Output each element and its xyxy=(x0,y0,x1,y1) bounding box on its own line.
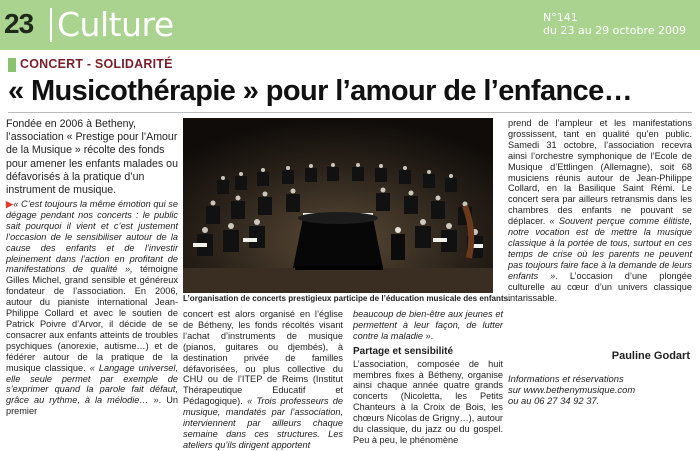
body-text-tail: . Un premier xyxy=(6,395,178,417)
title-rule xyxy=(8,112,692,113)
header-divider xyxy=(50,8,52,42)
article-kicker: CONCERT - SOLIDARITÉ xyxy=(20,57,173,71)
issue-number: N°141 xyxy=(543,11,578,24)
section-title: Culture xyxy=(57,5,174,44)
quote-bien-etre: beaucoup de bien-être aux jeunes et permettent à leur façon, de lutter contre la maladie » xyxy=(353,309,503,341)
article-lead: Fondée en 2006 à Betheny, l’association « Prestige pour l’Amour de la Musique » récolte des fonds pour amener les enfants malades ou défavorisés à la pratique d’un instrument de musique. xyxy=(6,118,178,197)
booking-phone: ou au 06 27 34 92 37. xyxy=(508,395,600,406)
body-text: concert est alors organisé en l’église de Bétheny, les fonds récoltés visant l’achat d’instruments de musique (pianos, guitares ou djembés), à destination privée de familles défavorisées, ou plus collective du CHU ou de l’ITEP de Reims (Institut Thérapeutique Educatif et Pédagogique). xyxy=(183,309,343,407)
article-column-1 xyxy=(6,199,178,417)
article-column-2 xyxy=(183,309,343,451)
subheading: Partage et sensibilité xyxy=(353,345,454,357)
quote-gilles-michel: « C’est toujours la même émotion qui se dégage pendant nos concerts : le public sait pourquoi il vient et c’est justement l’occasion de le sensibiliser autour de la cause des enfants et de l’investir pleinement dans l’action en profitant de manifestations de qualité », xyxy=(6,199,178,275)
issue-dates: du 23 au 29 octobre 2009 xyxy=(543,24,686,37)
body-text: L’association, composée de huit membres fixes à Bétheny, organise ainsi chaque année quatre grands concerts (Nicoletta, les Petits Chanteurs à la Croix de Bois, les chœurs Nicolas de Grigny…), autour du classique, du jazz ou du gospel. Peu à peu, le phénomène xyxy=(353,358,503,445)
photo-caption: L’organisation de concerts prestigieux participe de l’éducation musicale des enfants. xyxy=(183,294,511,303)
quote-professeurs: « Trois professeurs de musique, mandatés par l’association, interviennent par ailleurs chaque semaine dans ces structures. Les ateliers qu’ils dirigent apportent xyxy=(183,396,343,450)
booking-website: sur www.bethenymusique.com xyxy=(508,384,636,395)
paragraph-marker-icon: ▶ xyxy=(6,199,14,209)
quote-langage: « Langage universel, elle seule permet par exemple de s’exprimer quand la parole fait défaut, grâce au rythme, à la mélodie… » xyxy=(6,362,178,406)
body-text: témoigne Gilles Michel, grand sensible et généreux fondateur de l’association. En 2006, autour du pianiste international Jean-Philippe Collard et avec le soutien de Patrick Poivre d’Arvor, il décide de se consacrer aux enfants atteints de troubles psychiques (anorexie, autisme…) et de fédérer autour de la pratique de la musique classique. xyxy=(6,264,178,373)
author-signature: Pauline Godart xyxy=(611,350,690,362)
concert-photo xyxy=(183,118,493,293)
kicker-marker xyxy=(8,58,16,72)
quote-elitiste: « Souvent perçue comme élitiste, notre vocation est de mettre la musique classique à la portée de tous, surtout en ces temps de crise où les parents ne peuvent pas toujours faire face à la demande de leurs enfants » xyxy=(508,216,693,281)
page-number: 23 xyxy=(4,8,34,39)
article-column-4 xyxy=(508,118,692,303)
article-column-3 xyxy=(353,309,503,446)
booking-info-line: Informations et réservations xyxy=(508,373,624,384)
quote-end: . xyxy=(430,330,434,341)
section-header xyxy=(0,0,700,50)
orchestra-illustration xyxy=(183,118,493,293)
body-text-tail: . L’occasion d’une plongée culturelle au cœur d’un univers classique intarissable. xyxy=(508,270,692,303)
issue-info xyxy=(543,11,686,37)
article-title: « Musicothérapie » pour l’amour de l’enfance… xyxy=(8,75,633,107)
body-text: prend de l’ampleur et les manifestations grossissent, tant en qualité qu’en public. Samedi 31 octobre, l’association recevra ainsi l’orchestre symphonique de l’Ecole de Musique d’Ettlingen (Allemagne), soit 68 musiciens réunis autour de Jean-Philippe Collard, en la Basilique Saint Rémi. Le concert sera par ailleurs retransmis dans les chambres des enfants ne pouvant se déplacer. xyxy=(508,118,692,227)
booking-info xyxy=(508,373,692,406)
